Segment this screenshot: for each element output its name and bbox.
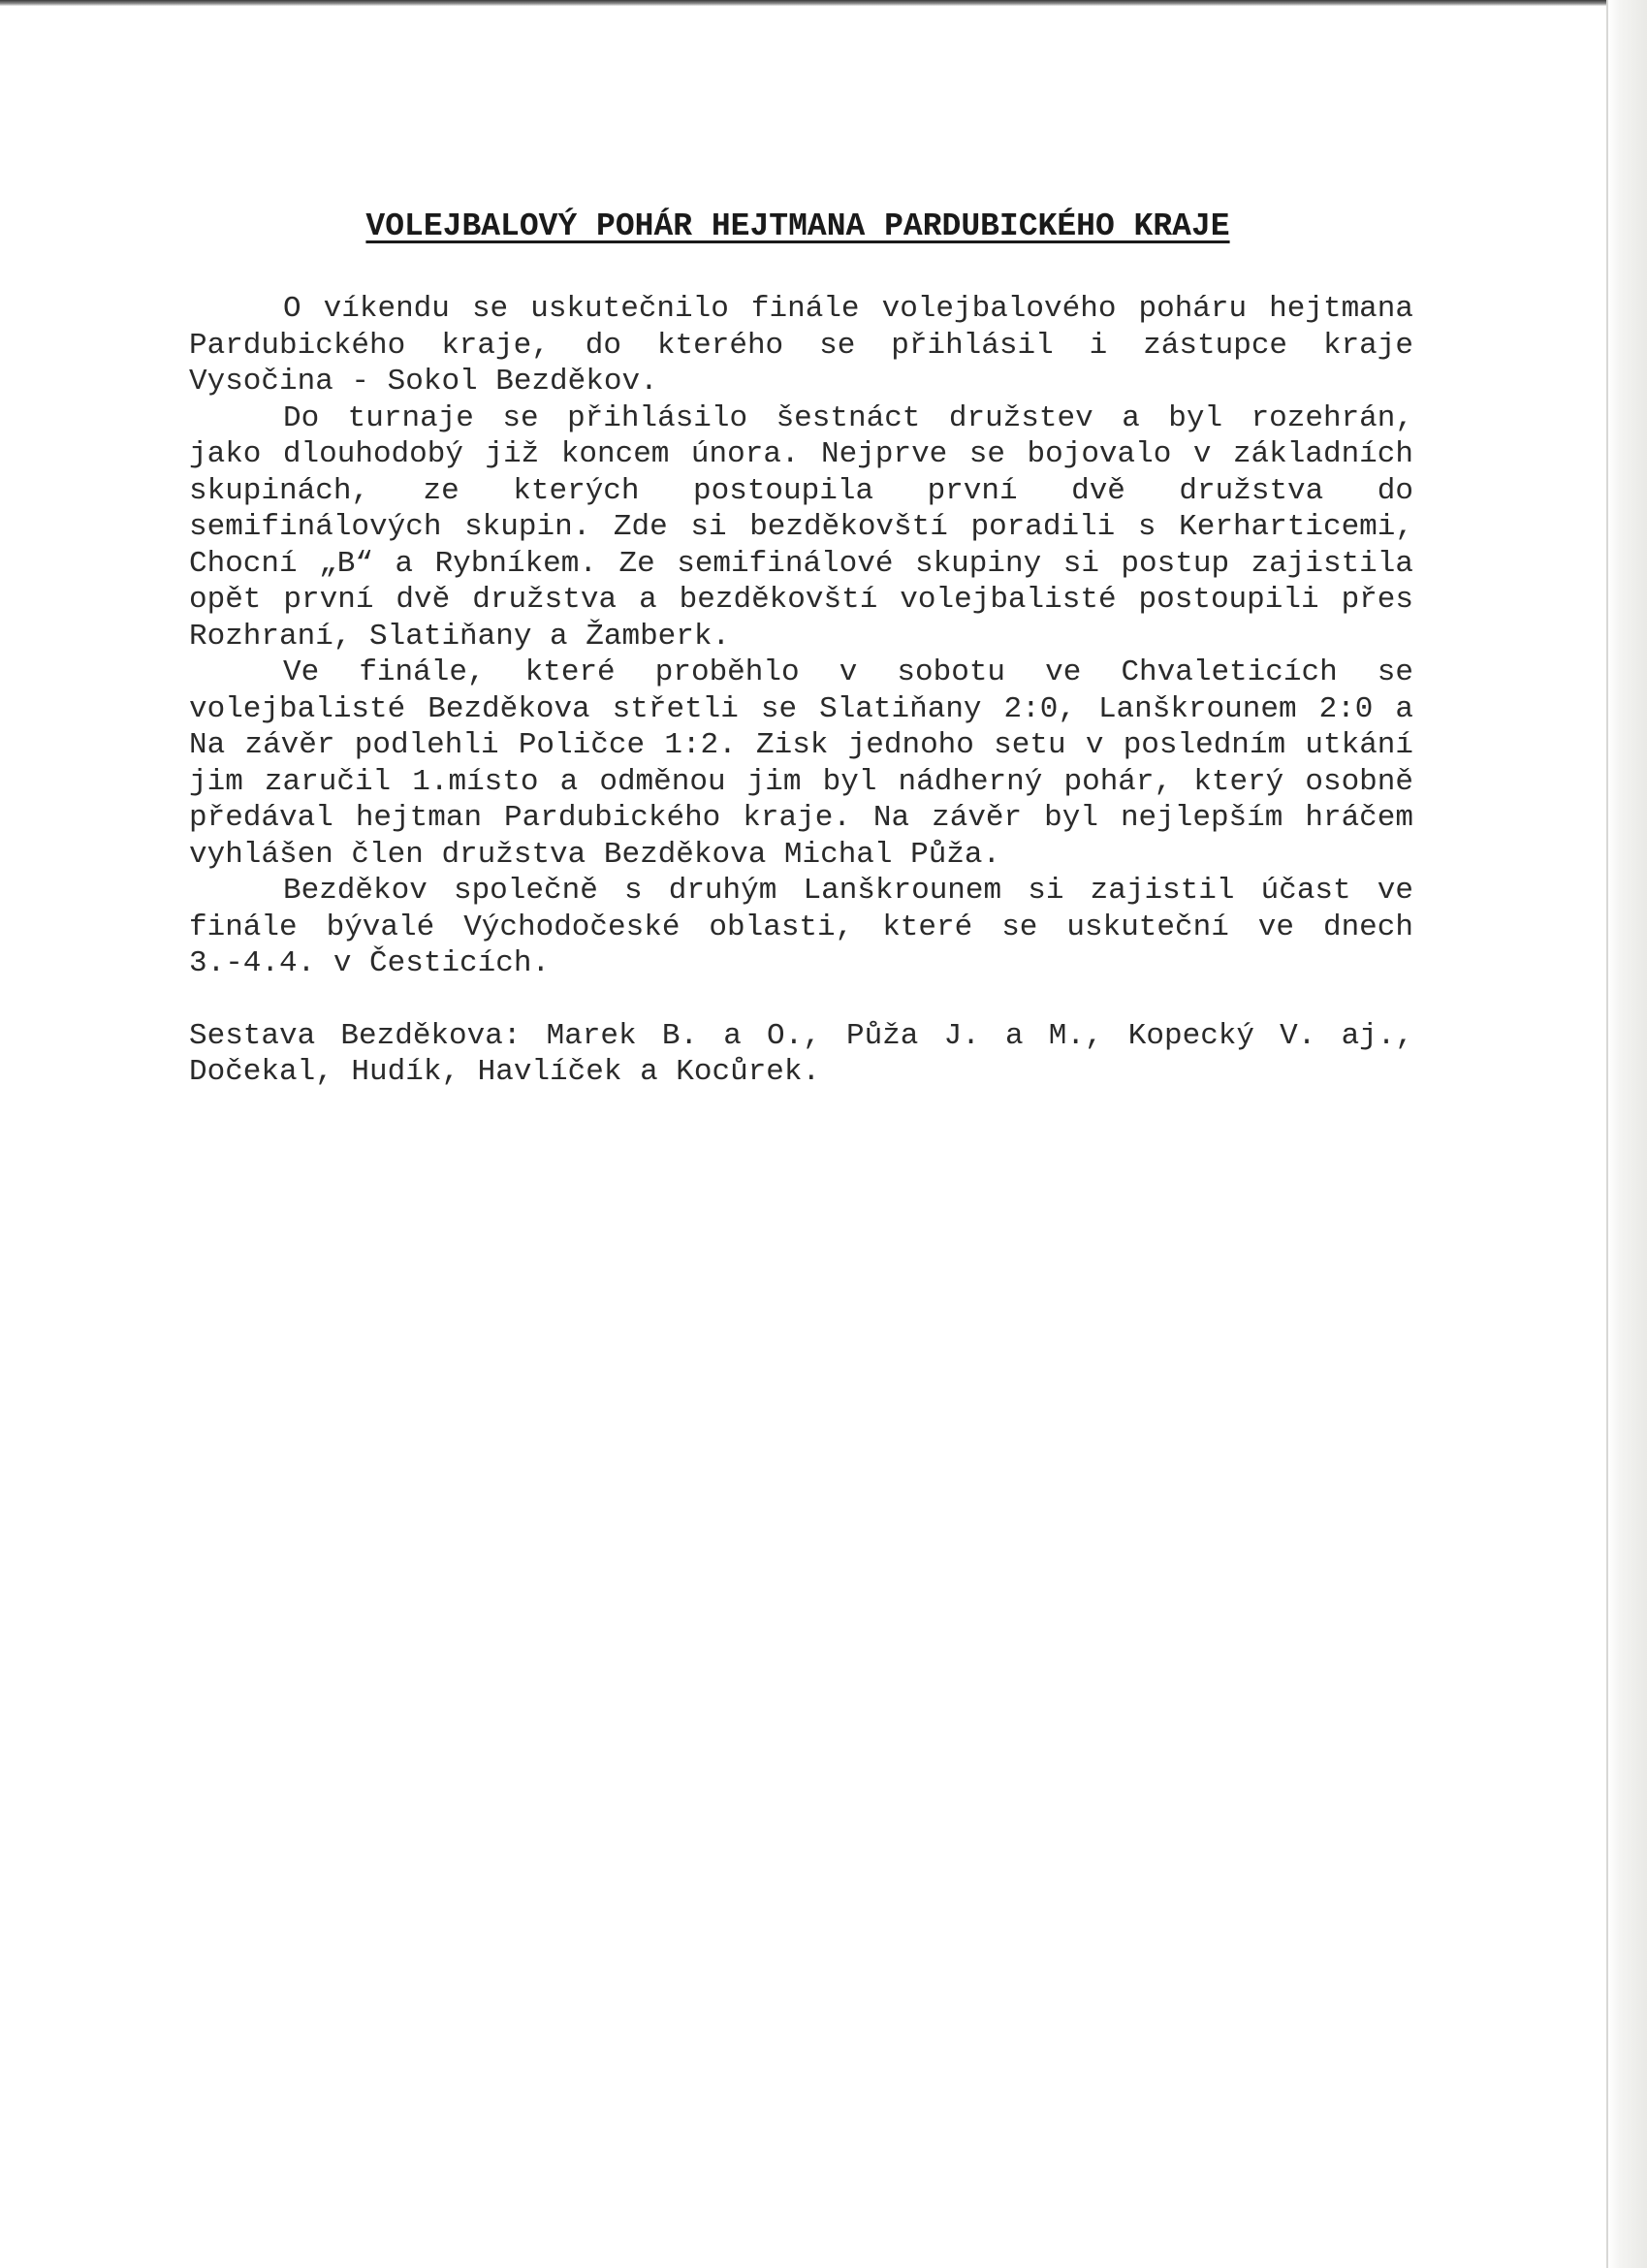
paragraph: Ve finále, které proběhlo v sobotu ve Chvaleticích se volejbalisté Bezděkova střetli se Slatiňany 2:0, Lanškrounem 2:0 a Na závěr podlehli Poličce 1:2. Zisk jednoho setu v posledním utkání jim zaručil 1.místo a odměnou jim byl nádherný pohár, který osobně předával hejtman Pardubického kraje. Na závěr byl nejlepším hráčem vyhlášen člen družstva Bezděkova Michal Půža. [189, 655, 1413, 872]
paragraph: Do turnaje se přihlásilo šestnáct družstev a byl rozehrán, jako dlouhodobý již koncem února. Nejprve se bojovalo v základních skupinách, ze kterých postoupila první dvě družstva do semifinálových skupin. Zde si bezděkovští poradili s Kerharticemi, Chocní „B“ a Rybníkem. Ze semifinálové skupiny si postup zajistila opět první dvě družstva a bezděkovští volejbalisté postoupili přes Rozhraní, Slatiňany a Žamberk. [189, 400, 1413, 654]
team-lineup: Sestava Bezděkova: Marek B. a O., Půža J. a M., Kopecký V. aj., Dočekal, Hudík, Havlíček a Kocůrek. [189, 1018, 1413, 1089]
paragraph: Bezděkov společně s druhým Lanškrounem si zajistil účast ve finále bývalé Východočeské oblasti, které se uskuteční ve dnech 3.-4.4. v Česticích. [189, 874, 1413, 980]
scan-right-edge [1606, 0, 1647, 2268]
article-body [189, 291, 1413, 1091]
scan-top-edge [0, 0, 1609, 6]
article-title: VOLEJBALOVÝ POHÁR HEJTMANA PARDUBICKÉHO KRAJE [365, 208, 1230, 244]
paragraph: O víkendu se uskutečnilo finále volejbalového poháru hejtmana Pardubického kraje, do kterého se přihlásil i zástupce kraje Vysočina - Sokol Bezděkov. [189, 292, 1413, 399]
